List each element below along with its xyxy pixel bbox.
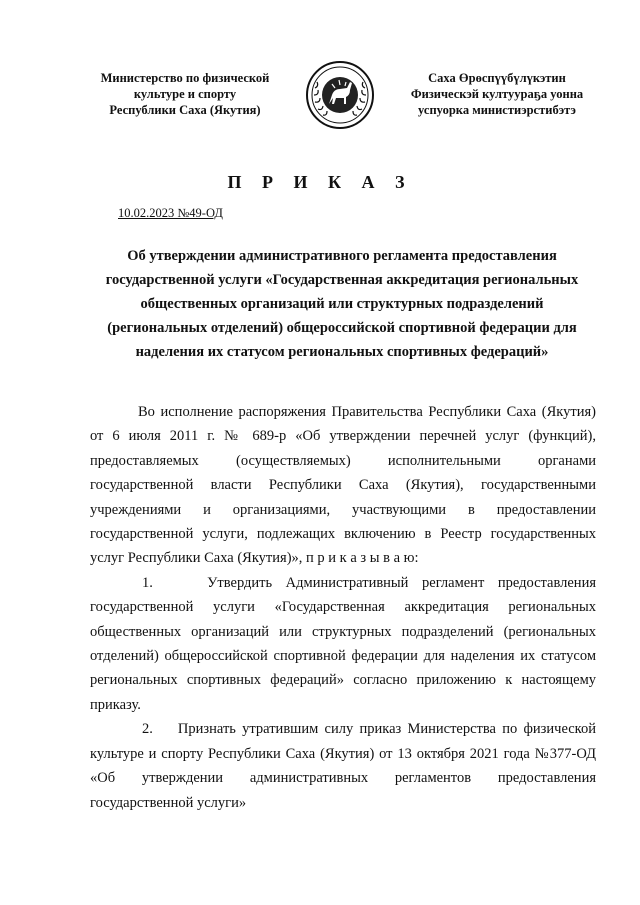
order-body [90, 400, 596, 815]
heading-line: наделения их статусом региональных спортивных федераций» [135, 344, 549, 360]
heading-line: общественных организаций или структурных подразделений [140, 296, 544, 312]
coat-of-arms-icon [305, 60, 375, 130]
order-item-1: 1. Утвердить Административный регламент предоставления государственной услуги «Государственная аккредитация региональных общественных организаций или структурных подразделений (региональных отделений) общероссийской спортивной федерации для наделения их статусом региональных спортивных федераций» согласно приложению к настоящему приказу. [90, 574, 596, 713]
ministry-name-russian [80, 70, 290, 118]
document-type-title: П Р И К А З [227, 172, 413, 192]
order-heading [92, 244, 592, 364]
ministry-name-line: Министерство по физической [100, 71, 270, 85]
preamble-paragraph: Во исполнение распоряжения Правительства Республики Саха (Якутия) от 6 июля 2011 г. № 689-р «Об утверждении перечней услуг (функций), предоставляемых (осуществляемых) исполнительными органами государственной власти Республики Саха (Якутия), государственными учреждениями и организациями, участвующими в предоставлении государственной услуги, подлежащих включению в Реестр государственных услуг Республики Саха (Якутия)», п р и к а з ы в а ю: [90, 404, 596, 567]
order-item-2: 2. Признать утратившим силу приказ Министерства по физической культуре и спорту Республики Саха (Якутия) от 13 октября 2021 года №377-ОД «Об утверждении административных регламентов предоставления государственной услуги» [90, 721, 596, 811]
ministry-name-line: Физическэй култуураҕа уонна [410, 87, 584, 101]
order-date-number: 10.02.2023 №49-ОД [118, 206, 223, 220]
ministry-name-line: Республики Саха (Якутия) [109, 103, 261, 117]
ministry-name-line: культуре и спорту [133, 87, 237, 101]
ministry-name-line: успуорка министиэрстибэтэ [418, 103, 576, 117]
heading-line: государственной услуги «Государственная аккредитация региональных [105, 272, 579, 288]
heading-line: Об утверждении административного регламента предоставления [127, 248, 557, 264]
ministry-name-line: Саха Өрөспүүбүлүкэтин [428, 71, 566, 85]
ministry-name-yakut [392, 70, 602, 118]
heading-line: (региональных отделений) общероссийской спортивной федерации для [107, 320, 577, 336]
